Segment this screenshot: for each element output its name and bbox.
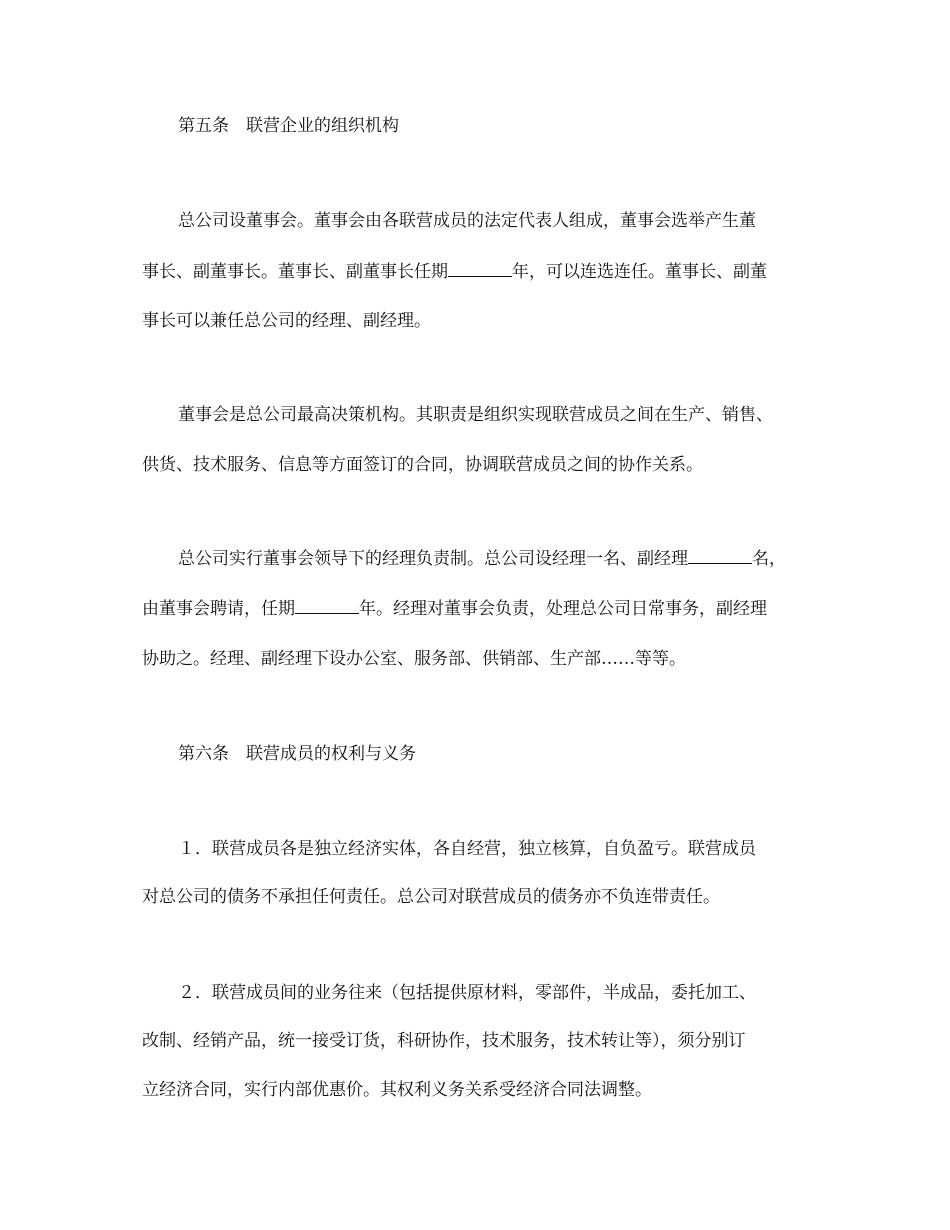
- article-5-p1-line-2: [142, 261, 822, 283]
- article-5-p3-line-2-part-1: 由董事会聘请，任期: [142, 599, 295, 619]
- article-5-heading: 第五条 联营企业的组织机构: [178, 116, 399, 136]
- article-5-p3-line-1: [178, 548, 858, 570]
- article-5-p1-line-2-part-2: 年，可以连选连任。董事长、副董: [512, 262, 767, 282]
- article-6-item-1-line-2: 对总公司的债务不承担任何责任。总公司对联营成员的债务亦不负连带责任。: [142, 887, 720, 907]
- article-5-p3-line-1-part-2: 名，: [752, 549, 786, 569]
- article-5-p2-line-1: 董事会是总公司最高决策机构。其职责是组织实现联营成员之间在生产、销售、: [178, 405, 773, 425]
- deputy-count-blank: [688, 549, 752, 564]
- article-5-p1-line-2-part-1: 事长、副董事长。董事长、副董事长任期: [142, 262, 448, 282]
- article-6-item-1-line-1: １．联营成员各是独立经济实体，各自经营，独立核算，自负盈亏。联营成员: [178, 839, 756, 859]
- article-5-p1-line-1: 总公司设董事会。董事会由各联营成员的法定代表人组成，董事会选举产生董: [178, 211, 756, 231]
- article-6-heading: 第六条 联营成员的权利与义务: [178, 744, 416, 764]
- article-5-p3-line-2: [142, 598, 822, 620]
- article-6-item-2-line-3: 立经济合同，实行内部优惠价。其权利义务关系受经济合同法调整。: [142, 1080, 652, 1100]
- article-5-p3-line-2-part-2: 年。经理对董事会负责，处理总公司日常事务，副经理: [359, 599, 767, 619]
- term-years-blank: [448, 262, 512, 277]
- article-6-item-2-line-1: ２．联营成员间的业务往来（包括提供原材料，零部件，半成品，委托加工、: [178, 983, 756, 1003]
- article-5-p3-line-1-part-1: 总公司实行董事会领导下的经理负责制。总公司设经理一名、副经理: [178, 549, 688, 569]
- article-5-p2-line-2: 供货、技术服务、信息等方面签订的合同，协调联营成员之间的协作关系。: [142, 455, 703, 475]
- article-6-item-2-line-2: 改制、经销产品，统一接受订货，科研协作，技术服务，技术转让等），须分别订: [142, 1031, 746, 1051]
- manager-term-blank: [295, 599, 359, 614]
- article-5-p3-line-3: 协助之。经理、副经理下设办公室、服务部、供销部、生产部……等等。: [142, 649, 686, 669]
- article-5-p1-line-3: 事长可以兼任总公司的经理、副经理。: [142, 311, 431, 331]
